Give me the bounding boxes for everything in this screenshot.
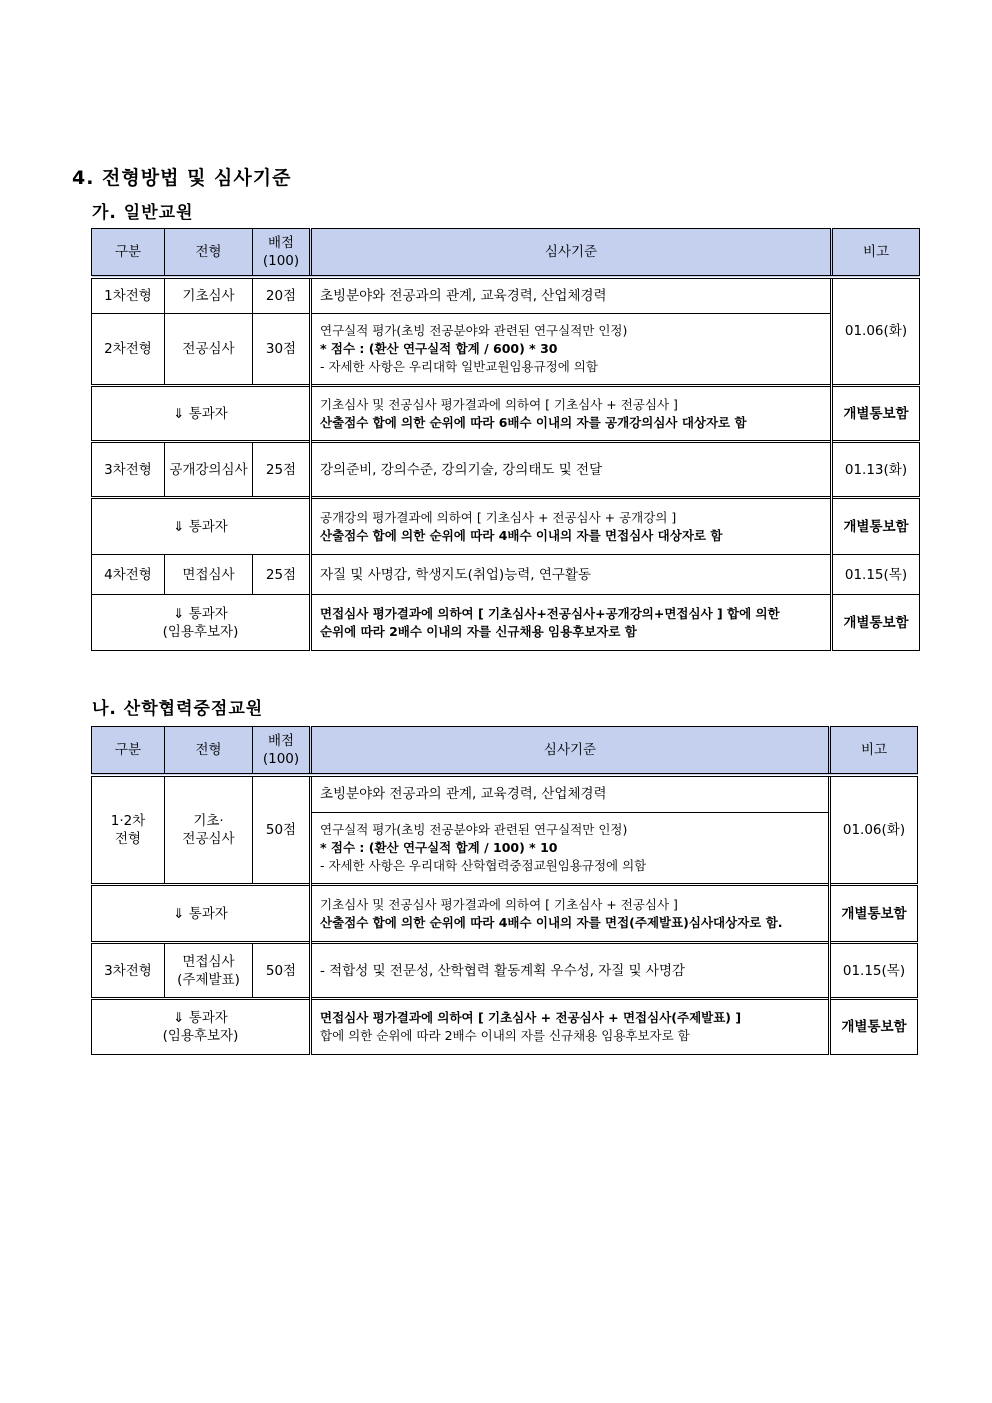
score-cell: 20점 — [253, 277, 311, 314]
type-cell: 공개강의심사 — [165, 442, 253, 498]
criteria-cell: 면접심사 평가결과에 의하여 [ 기초심사+전공심사+공개강의+면접심사 ] 합에 의한 순위에 따라 2배수 이내의 자를 신규채용 임용후보자로 함 — [311, 595, 832, 651]
header-gubun: 구분 — [92, 229, 165, 277]
table-row — [92, 386, 920, 442]
note-cell: 01.15(목) — [832, 555, 920, 595]
header-criteria: 심사기준 — [311, 229, 832, 277]
score-cell: 25점 — [253, 555, 311, 595]
note-cell: 개별통보함 — [832, 595, 920, 651]
table-row — [92, 277, 920, 314]
pass-label: ⇓ 통과자 — [92, 386, 311, 442]
table-row — [92, 498, 920, 555]
table-row — [92, 595, 920, 651]
score-cell: 30점 — [253, 314, 311, 386]
header-gubun: 구분 — [92, 727, 165, 775]
note-cell: 개별통보함 — [832, 386, 920, 442]
stage-cell: 3차전형 — [92, 442, 165, 498]
criteria-cell: 연구실적 평가(초빙 전공분야와 관련된 연구실적만 인정) * 점수 : (환산 연구실적 합계 / 600) * 30 - 자세한 사항은 우리대학 일반교원임용규정에 의함 — [311, 314, 832, 386]
criteria-cell: 공개강의 평가결과에 의하여 [ 기초심사 + 전공심사 + 공개강의 ] 산출점수 합에 의한 순위에 따라 4배수 이내의 자를 면접심사 대상자로 함 — [311, 498, 832, 555]
note-cell: 01.15(목) — [830, 943, 918, 999]
note-cell: 개별통보함 — [832, 498, 920, 555]
general-faculty-table — [91, 228, 920, 651]
criteria-cell: 연구실적 평가(초빙 전공분야와 관련된 연구실적만 인정) * 점수 : (환산 연구실적 합계 / 100) * 10 - 자세한 사항은 우리대학 산학협력중점교원임용규정에 의함 — [311, 813, 830, 885]
score-cell: 50점 — [253, 943, 311, 999]
subsection-title-industry: 나. 산학협력중점교원 — [92, 699, 264, 719]
header-bigo: 비고 — [830, 727, 918, 775]
note-cell: 01.06(화) — [832, 277, 920, 386]
criteria-cell: 초빙분야와 전공과의 관계, 교육경력, 산업체경력 — [311, 277, 832, 314]
table-row — [92, 999, 918, 1055]
stage-cell: 4차전형 — [92, 555, 165, 595]
header-jeonhyeong: 전형 — [165, 229, 253, 277]
pass-label: ⇓ 통과자 (임용후보자) — [92, 999, 311, 1055]
table-row — [92, 775, 918, 813]
header-jeonhyeong: 전형 — [165, 727, 253, 775]
type-cell: 기초심사 — [165, 277, 253, 314]
criteria-cell: 기초심사 및 전공심사 평가결과에 의하여 [ 기초심사 + 전공심사 ] 산출점수 합에 의한 순위에 따라 4배수 이내의 자를 면접(주제발표)심사대상자로 함. — [311, 885, 830, 943]
stage-cell: 2차전형 — [92, 314, 165, 386]
header-baejeom: 배점 (100) — [253, 229, 311, 277]
table-row — [92, 442, 920, 498]
criteria-cell: 초빙분야와 전공과의 관계, 교육경력, 산업체경력 — [311, 775, 830, 813]
criteria-cell: 자질 및 사명감, 학생지도(취업)능력, 연구활동 — [311, 555, 832, 595]
header-baejeom: 배점 (100) — [253, 727, 311, 775]
stage-cell: 1차전형 — [92, 277, 165, 314]
table-row — [92, 314, 920, 386]
note-cell: 01.06(화) — [830, 775, 918, 885]
header-bigo: 비고 — [832, 229, 920, 277]
score-cell: 25점 — [253, 442, 311, 498]
pass-label: ⇓ 통과자 (임용후보자) — [92, 595, 311, 651]
industry-faculty-table — [91, 726, 918, 1055]
section-heading: 4. 전형방법 및 심사기준 — [72, 167, 292, 189]
criteria-cell: 면접심사 평가결과에 의하여 [ 기초심사 + 전공심사 + 면접심사(주제발표) ] 합에 의한 순위에 따라 2배수 이내의 자를 신규채용 임용후보자로 함 — [311, 999, 830, 1055]
type-cell: 기초· 전공심사 — [165, 775, 253, 885]
header-criteria: 심사기준 — [311, 727, 830, 775]
criteria-cell: 강의준비, 강의수준, 강의기술, 강의태도 및 전달 — [311, 442, 832, 498]
pass-label: ⇓ 통과자 — [92, 885, 311, 943]
table-row — [92, 885, 918, 943]
table-row — [92, 555, 920, 595]
note-cell: 01.13(화) — [832, 442, 920, 498]
type-cell: 전공심사 — [165, 314, 253, 386]
pass-label: ⇓ 통과자 — [92, 498, 311, 555]
note-cell: 개별통보함 — [830, 999, 918, 1055]
type-cell: 면접심사 — [165, 555, 253, 595]
note-cell: 개별통보함 — [830, 885, 918, 943]
criteria-cell: 기초심사 및 전공심사 평가결과에 의하여 [ 기초심사 + 전공심사 ] 산출점수 합에 의한 순위에 따라 6배수 이내의 자를 공개강의심사 대상자로 함 — [311, 386, 832, 442]
stage-cell: 3차전형 — [92, 943, 165, 999]
score-cell: 50점 — [253, 775, 311, 885]
subsection-title-general: 가. 일반교원 — [92, 203, 194, 223]
type-cell: 면접심사 (주제발표) — [165, 943, 253, 999]
criteria-cell: - 적합성 및 전문성, 산학협력 활동계획 우수성, 자질 및 사명감 — [311, 943, 830, 999]
table-row — [92, 943, 918, 999]
stage-cell: 1·2차 전형 — [92, 775, 165, 885]
